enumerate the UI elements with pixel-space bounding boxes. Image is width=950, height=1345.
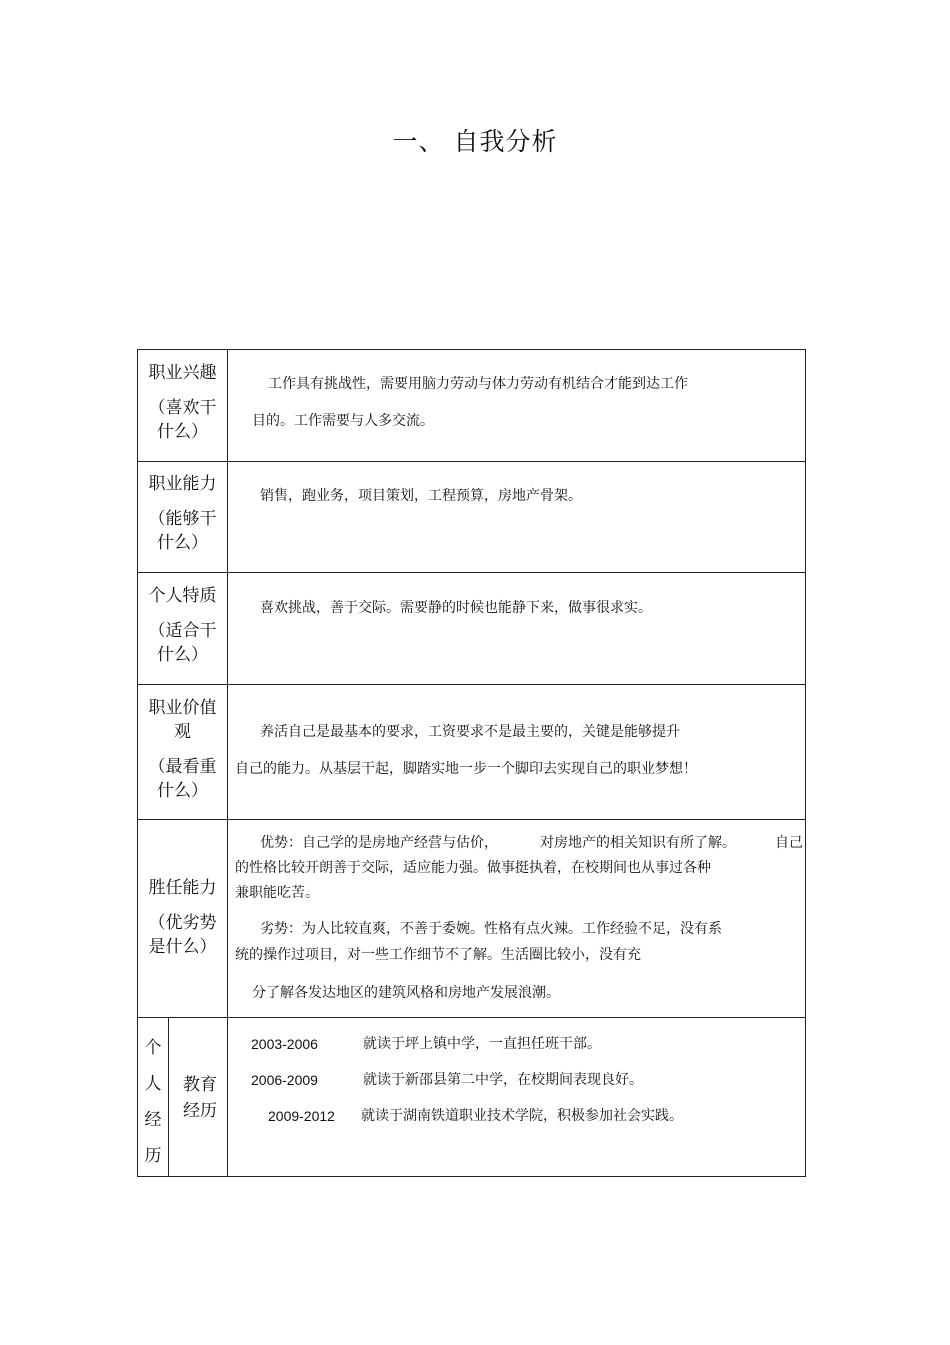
- ability-line-1: 销售，跑业务，项目策划，工程预算，房地产骨架。: [260, 488, 582, 504]
- interest-label-text: 职业兴趣: [148, 363, 217, 383]
- weakness-line-2: 统的操作过项目，对一些工作细节不了解。生活圈比较小，没有充: [235, 947, 641, 963]
- competence-label-text: 胜任能力: [148, 878, 217, 898]
- strength-line-4: 的性格比较开朗善于交际，适应能力强。做事挺执着，在校期间也从事过各种: [235, 860, 711, 876]
- experience-label-char: 人: [144, 1074, 162, 1094]
- experience-label-char: 经: [144, 1110, 162, 1130]
- values-label-text: 职业价值观: [148, 698, 217, 742]
- row-divider: [137, 572, 806, 573]
- trait-label: [138, 584, 227, 667]
- ability-label-sub: （能够干什么）: [148, 509, 217, 553]
- competence-label: [138, 876, 227, 959]
- strength-line-2: 对房地产的相关知识有所了解。: [540, 835, 736, 851]
- values-label-sub: （最看重什么）: [148, 757, 217, 801]
- row-divider: [137, 461, 806, 462]
- values-line-2: 自己的能力。从基层干起，脚踏实地一步一个脚印去实现自己的职业梦想！: [235, 761, 697, 777]
- trait-label-sub: （适合干什么）: [148, 621, 217, 665]
- education-desc: 就读于湖南铁道职业技术学院，积极参加社会实践。: [361, 1108, 683, 1124]
- ability-label-text: 职业能力: [148, 474, 217, 494]
- weakness-line-3: 分了解各发达地区的建筑风格和房地产发展浪潮。: [252, 985, 560, 1001]
- ability-label: [138, 472, 227, 555]
- education-years: 2009-2012: [268, 1108, 335, 1124]
- education-sub-label: 教育经历: [183, 1075, 217, 1121]
- education-years: 2003-2006: [251, 1036, 318, 1052]
- experience-label: [138, 1030, 168, 1174]
- competence-label-sub: （优劣势是什么）: [148, 913, 217, 957]
- strength-line-5: 兼职能吃苦。: [235, 885, 319, 901]
- weakness-line-1: 劣势：为人比较直爽，不善于委婉。性格有点火辣。工作经验不足，没有系: [260, 921, 722, 937]
- education-years: 2006-2009: [251, 1072, 318, 1088]
- interest-line-2: 目的。工作需要与人多交流。: [252, 413, 434, 429]
- trait-line-1: 喜欢挑战，善于交际。需要静的时候也能静下来，做事很求实。: [260, 600, 652, 616]
- row-divider: [137, 684, 806, 685]
- education-desc: 就读于新邵县第二中学，在校期间表现良好。: [363, 1072, 643, 1088]
- interest-label: [138, 361, 227, 444]
- strength-line-3: 自己: [775, 835, 803, 851]
- row-divider: [137, 819, 806, 820]
- strength-line-1: 优势：自己学的是房地产经营与估价，: [260, 835, 498, 851]
- column-divider: [227, 349, 228, 1177]
- row-divider: [137, 1017, 806, 1018]
- values-label: [138, 696, 227, 803]
- experience-label-char: 个: [144, 1038, 162, 1058]
- values-line-1: 养活自己是最基本的要求，工资要求不是最主要的，关键是能够提升: [260, 724, 680, 740]
- interest-label-sub: （喜欢干什么）: [148, 398, 217, 442]
- experience-divider: [168, 1017, 169, 1177]
- education-desc: 就读于坪上镇中学，一直担任班干部。: [363, 1036, 601, 1052]
- page-title: 一、 自我分析: [392, 127, 558, 156]
- interest-line-1: 工作具有挑战性，需要用脑力劳动与体力劳动有机结合才能到达工作: [268, 376, 688, 392]
- trait-label-text: 个人特质: [148, 586, 217, 606]
- experience-label-char: 历: [144, 1146, 162, 1166]
